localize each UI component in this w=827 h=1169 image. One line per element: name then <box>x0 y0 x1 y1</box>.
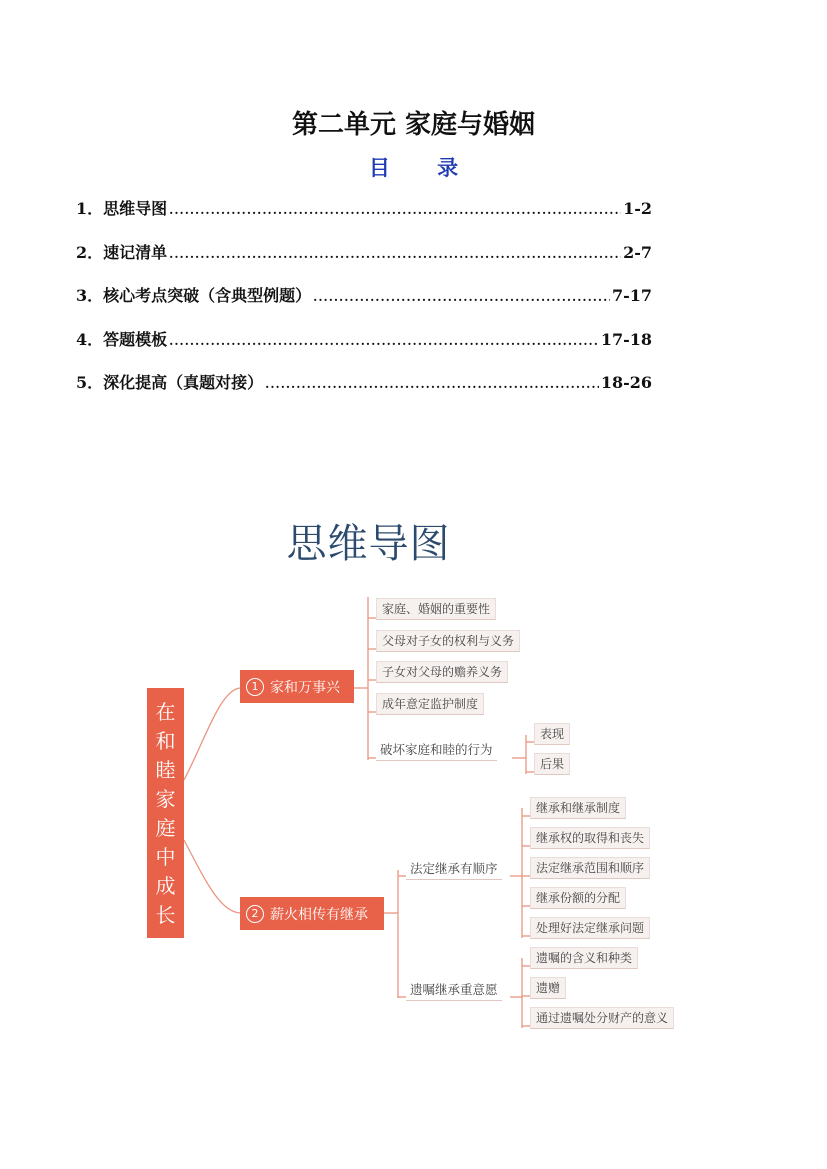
toc-item-number: 5． <box>76 373 104 392</box>
toc-item-label: 思维导图 <box>103 199 168 218</box>
leaf-node: 继承份额的分配 <box>530 887 626 909</box>
branch-family-harmony[interactable] <box>240 670 354 703</box>
leaf-node: 继承和继承制度 <box>530 797 626 819</box>
sub-node: 遗嘱继承重意愿 <box>406 980 502 1001</box>
toc-item-page: 18-26 <box>600 373 652 392</box>
branch-inheritance[interactable] <box>240 897 384 930</box>
leaf-node: 子女对父母的赡养义务 <box>376 661 508 683</box>
leaf-node: 继承权的取得和丧失 <box>530 827 650 849</box>
badge-number: 2 <box>246 905 264 923</box>
sub-node: 法定继承有顺序 <box>406 859 502 880</box>
leaf-node: 家庭、婚姻的重要性 <box>376 598 496 620</box>
toc-item-label: 核心考点突破（含典型例题） <box>103 286 312 305</box>
unit-title: 第二单元 家庭与婚姻 <box>291 110 536 140</box>
leaf-node: 通过遗嘱处分财产的意义 <box>530 1007 674 1029</box>
toc-item-number: 2． <box>76 242 104 262</box>
toc-item-page: 1-2 <box>623 199 652 218</box>
leaf-node: 遗赠 <box>530 977 566 999</box>
toc-item-page: 17-18 <box>600 329 652 349</box>
toc-item-number: 4． <box>76 329 104 349</box>
toc-item-page: 2-7 <box>623 242 652 262</box>
leaf-node: 法定继承范围和顺序 <box>530 857 650 879</box>
toc-heading: 目 录 <box>368 156 479 180</box>
toc-item-number: 3． <box>76 286 104 305</box>
toc-item-page: 7-17 <box>611 286 652 305</box>
leaf-node: 表现 <box>534 723 570 745</box>
toc-item-number: 1． <box>76 199 104 218</box>
toc-item-label: 答题模板 <box>103 329 168 349</box>
toc-item-label: 深化提高（真题对接） <box>103 373 264 392</box>
leaf-node: 遗嘱的含义和种类 <box>530 947 638 969</box>
sub-node: 破坏家庭和睦的行为 <box>376 740 497 761</box>
mindmap-root: 在和睦家庭中成长 <box>147 688 184 938</box>
toc-item-label: 速记清单 <box>103 242 168 262</box>
leaf-node: 成年意定监护制度 <box>376 693 484 715</box>
leaf-node: 后果 <box>534 753 570 775</box>
mindmap-title: 思维导图 <box>286 521 451 567</box>
branch-label: 家和万事兴 <box>270 679 340 696</box>
branch-label: 薪火相传有继承 <box>270 906 368 923</box>
badge-number: 1 <box>246 678 264 696</box>
leaf-node: 处理好法定继承问题 <box>530 917 650 939</box>
leaf-node: 父母对子女的权利与义务 <box>376 630 520 652</box>
